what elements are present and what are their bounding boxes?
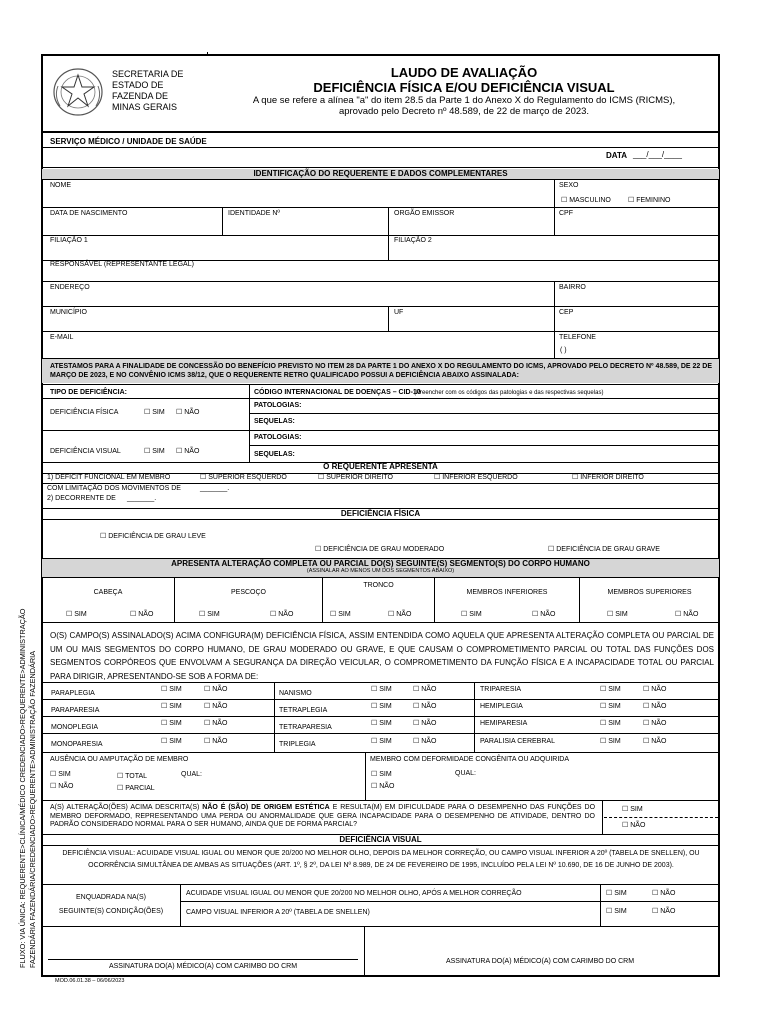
acuidade-sim-checkbox[interactable]: ☐ SIM: [606, 890, 627, 897]
coat-of-arms-icon: [50, 66, 106, 118]
visual-title: DEFICIÊNCIA VISUAL: [339, 835, 422, 844]
form-paralisia-cerebral: PARALISIA CEREBRAL: [480, 738, 555, 745]
orgao-field[interactable]: ORGÃO EMISSOR: [394, 210, 455, 217]
paraparesia-sim[interactable]: ☐ SIM: [161, 703, 182, 710]
congenita-qual-label: QUAL:: [455, 770, 477, 777]
service-label: SERVIÇO MÉDICO / UNIDADE DE SAÚDE: [50, 137, 207, 146]
visual-definition: DEFICIÊNCIA VISUAL: ACUIDADE VISUAL IGUAL OU MENOR QUE 20/200 NO MELHOR OLHO, DEPOIS DA MELHOR CORREÇÃO, OU CAMPO VISUAL INFERIOR A 20º (TABELA DE SNELLEN), OU OCORRÊNCIA SIMULTÂNEA DE AMBAS AS SITUAÇÕES (ART. 1º, § 2º, DA LEI Nº 8.989, DE 24 DE FEVEREIRO DE 1995, INCLUÍDO PELA LEI Nº 10.690, DE 16 DE JUNHO DE 2003).: [62, 850, 700, 869]
paraplegia-sim[interactable]: ☐ SIM: [161, 686, 182, 693]
tetraplegia-nao[interactable]: ☐ NÃO: [413, 703, 437, 710]
fisica-sim-checkbox[interactable]: ☐ SIM: [144, 409, 165, 416]
bairro-field[interactable]: BAIRRO: [559, 284, 586, 291]
legal-reference-1: A que se refere a alínea "a" do item 28.5 da Parte 1 do Anexo X do Regulamento do ICMS (RICMS),: [252, 95, 676, 106]
ausencia-sim-checkbox[interactable]: ☐ SIM: [50, 771, 71, 778]
identification-title: IDENTIFICAÇÃO DO REQUERENTE E DADOS COMPLEMENTARES: [253, 169, 508, 178]
form-triplegia: TRIPLEGIA: [279, 741, 316, 748]
municipio-field[interactable]: MUNICÍPIO: [50, 309, 87, 316]
form-monoparesia: MONOPARESIA: [51, 741, 103, 748]
signature-fisica: ASSINATURA DO(A) MÉDICO(A) COM CARIMBO DO CRM: [108, 963, 298, 970]
enquadrada-label-2: SEGUINTE(S) CONDIÇÃO(ÕES): [58, 908, 164, 915]
filiacao2-field[interactable]: FILIAÇÃO 2: [394, 237, 432, 244]
masculino-checkbox[interactable]: ☐ MASCULINO: [561, 197, 611, 204]
deficit-label: 1) DEFICIT FUNCIONAL EM MEMBRO: [47, 474, 171, 481]
campo-label: CAMPO VISUAL INFERIOR A 20º (TABELA DE SNELLEN): [186, 909, 370, 916]
form-paraplegia: PARAPLEGIA: [51, 690, 95, 697]
congenita-label: MEMBRO COM DEFORMIDADE CONGÊNITA OU ADQUIRIDA: [370, 756, 569, 763]
segment-membros-inferiores: MEMBROS INFERIORES: [466, 589, 548, 596]
aesthetic-sim-checkbox[interactable]: ☐ SIM: [622, 806, 643, 813]
ausencia-label: AUSÊNCIA OU AMPUTAÇÃO DE MEMBRO: [50, 756, 189, 763]
paralisia-sim[interactable]: ☐ SIM: [600, 738, 621, 745]
paraplegia-nao[interactable]: ☐ NÃO: [204, 686, 228, 693]
form-tetraplegia: TETRAPLEGIA: [279, 707, 328, 714]
form-paraparesia: PARAPARESIA: [51, 707, 100, 714]
triparesia-sim[interactable]: ☐ SIM: [600, 686, 621, 693]
form-nanismo: NANISMO: [279, 690, 312, 697]
segments-note: (ASSINALAR AO MENOS UM DOS SEGMENTOS ABAIXO): [306, 568, 455, 574]
enquadrada-label-1: ENQUADRADA NA(S): [75, 894, 146, 901]
paraparesia-nao[interactable]: ☐ NÃO: [204, 703, 228, 710]
tetraplegia-sim[interactable]: ☐ SIM: [371, 703, 392, 710]
segment-membros-superiores: MEMBROS SUPERIORES: [607, 589, 692, 596]
congenita-sim-checkbox[interactable]: ☐ SIM: [371, 771, 392, 778]
pescoco-sim-checkbox[interactable]: ☐ SIM: [199, 611, 220, 618]
superior-esquerdo-checkbox[interactable]: ☐ SUPERIOR ESQUERDO: [200, 474, 287, 481]
triplegia-nao[interactable]: ☐ NÃO: [413, 738, 437, 745]
signature-visual: ASSINATURA DO(A) MÉDICO(A) COM CARIMBO DO CRM: [445, 958, 635, 965]
hemiplegia-sim[interactable]: ☐ SIM: [600, 703, 621, 710]
sexo-label: SEXO: [559, 182, 579, 189]
form-monoplegia: MONOPLEGIA: [51, 724, 99, 731]
hemiparesia-nao[interactable]: ☐ NÃO: [643, 720, 667, 727]
legal-reference-2: aprovado pelo Decreto nº 48.589, de 22 de março de 2023.: [338, 106, 590, 117]
grau-leve-checkbox[interactable]: ☐ DEFICIÊNCIA DE GRAU LEVE: [100, 533, 206, 540]
fisica-label: DEFICIÊNCIA FÍSICA: [50, 409, 119, 416]
ausencia-nao-checkbox[interactable]: ☐ NÃO: [50, 783, 74, 790]
nanismo-nao[interactable]: ☐ NÃO: [413, 686, 437, 693]
inferior-esquerdo-checkbox[interactable]: ☐ INFERIOR ESQUERDO: [434, 474, 518, 481]
limitacao-label: COM LIMITAÇÃO DOS MOVIMENTOS DE: [47, 485, 181, 492]
superior-direito-checkbox[interactable]: ☐ SUPERIOR DIREITO: [318, 474, 393, 481]
tronco-nao-checkbox[interactable]: ☐ NÃO: [388, 611, 412, 618]
visual-patologias-field[interactable]: PATOLOGIAS:: [254, 434, 302, 441]
feminino-checkbox[interactable]: ☐ FEMININO: [628, 197, 671, 204]
agency-name: SECRETARIA DE ESTADO DE FAZENDA DE MINAS GERAIS: [112, 69, 184, 112]
email-field[interactable]: E-MAIL: [50, 334, 74, 341]
form-hemiplegia: HEMIPLEGIA: [480, 703, 523, 710]
ausencia-qual-label: QUAL:: [181, 771, 203, 778]
cid-note: (Preencher com os códigos das patologias e das respectivas sequelas): [414, 390, 604, 396]
visual-nao-checkbox[interactable]: ☐ NÃO: [176, 448, 200, 455]
doc-title: LAUDO DE AVALIAÇÃO: [390, 65, 538, 80]
endereco-field[interactable]: ENDEREÇO: [50, 284, 90, 291]
responsavel-field[interactable]: RESPONSÁVEL (REPRESENTANTE LEGAL): [50, 261, 194, 268]
fisica-nao-checkbox[interactable]: ☐ NÃO: [176, 409, 200, 416]
limitacao-blank[interactable]: _______.: [200, 485, 230, 492]
form-code: MOD.06.01.38 – 06/06/2023: [55, 978, 125, 984]
acuidade-label: ACUIDADE VISUAL IGUAL OU MENOR QUE 20/200 NO MELHOR OLHO, APÓS A MELHOR CORREÇÃO: [186, 890, 522, 897]
campo-nao-checkbox[interactable]: ☐ NÃO: [652, 908, 676, 915]
attest-statement: ATESTAMOS PARA A FINALIDADE DE CONCESSÃO DO BENEFÍCIO PREVISTO NO ITEM 28 DA PARTE 1 DO ANEXO X DO REGULAMENTO DO ICMS, APROVADO PELO DECRETO Nº 48.589, DE 22 DE MARÇO DE 2023, E NO CONVÊNIO ICMS 38/12, QUE O REQUERENTE RETRO QUALIFICADO POSSUI A DEFICIÊNCIA ABAIXO ASSINALADA:: [50, 363, 712, 379]
monoplegia-nao[interactable]: ☐ NÃO: [204, 720, 228, 727]
inferiores-sim-checkbox[interactable]: ☐ SIM: [461, 611, 482, 618]
date-field[interactable]: ___/___/____: [633, 150, 682, 159]
presents-title: O REQUERENTE APRESENTA: [323, 462, 438, 471]
segment-pescoco: PESCOÇO: [230, 589, 266, 596]
hemiparesia-sim[interactable]: ☐ SIM: [600, 720, 621, 727]
cabeca-sim-checkbox[interactable]: ☐ SIM: [66, 611, 87, 618]
inferior-direito-checkbox[interactable]: ☐ INFERIOR DIREITO: [572, 474, 644, 481]
ausencia-parcial-checkbox[interactable]: ☐ PARCIAL: [117, 785, 155, 792]
superiores-nao-checkbox[interactable]: ☐ NÃO: [675, 611, 699, 618]
decorrente-label: 2) DECORRENTE DE: [47, 495, 116, 502]
visual-label: DEFICIÊNCIA VISUAL: [50, 448, 121, 455]
filiacao1-field[interactable]: FILIAÇÃO 1: [50, 237, 88, 244]
campo-sim-checkbox[interactable]: ☐ SIM: [606, 908, 627, 915]
uf-field[interactable]: UF: [394, 309, 404, 316]
visual-sequelas-field[interactable]: SEQUELAS:: [254, 451, 295, 458]
grau-moderado-checkbox[interactable]: ☐ DEFICIÊNCIA DE GRAU MODERADO: [315, 546, 445, 553]
hemiplegia-nao[interactable]: ☐ NÃO: [643, 703, 667, 710]
segments-title: APRESENTA ALTERAÇÃO COMPLETA OU PARCIAL DO(S) SEGUINTE(S) SEGMENTO(S) DO CORPO HUMANO: [171, 559, 590, 568]
triparesia-nao[interactable]: ☐ NÃO: [643, 686, 667, 693]
form-triparesia: TRIPARESIA: [480, 686, 522, 693]
form-hemiparesia: HEMIPARESIA: [480, 720, 528, 727]
tetraparesia-nao[interactable]: ☐ NÃO: [413, 720, 437, 727]
monoparesia-nao[interactable]: ☐ NÃO: [204, 738, 228, 745]
form-tetraparesia: TETRAPARESIA: [279, 724, 332, 731]
pescoco-nao-checkbox[interactable]: ☐ NÃO: [270, 611, 294, 618]
monoparesia-sim[interactable]: ☐ SIM: [161, 738, 182, 745]
aesthetic-nao-checkbox[interactable]: ☐ NÃO: [622, 822, 646, 829]
segment-tronco: TRONCO: [363, 582, 394, 589]
visual-sim-checkbox[interactable]: ☐ SIM: [144, 448, 165, 455]
cid-label: CÓDIGO INTERNACIONAL DE DOENÇAS – CID-10: [254, 389, 421, 396]
fisica-sequelas-field[interactable]: SEQUELAS:: [254, 418, 295, 425]
nanismo-sim[interactable]: ☐ SIM: [371, 686, 392, 693]
paralisia-nao[interactable]: ☐ NÃO: [643, 738, 667, 745]
configura-paragraph: O(S) CAMPO(S) ASSINALADO(S) ACIMA CONFIGURA(M) DEFICIÊNCIA FÍSICA, ASSIM ENTENDIDA COMO AQUELA QUE APRESENTA ALTERAÇÃO COMPLETA OU PARCIAL DE UM OU MAIS SEGMENTOS DO CORPO HUMANO, DE GRAU MODERADO OU GRAVE, E QUE CAUSAM O COMPROMETIMENTO PARCIAL OU TOTAL DAS FUNÇÕES DOS SEGMENTOS CORPÓREOS QUE ENVOLVAM A SEGURANÇA DA DIREÇÃO VEICULAR, O COMPROMETIMENTO DA FUNÇÃO FÍSICA E A INCAPACIDADE TOTAL OU PARCIAL PARA DIRIGIR, APRESENTANDO-SE SOB A FORMA DE:: [50, 631, 714, 681]
grau-grave-checkbox[interactable]: ☐ DEFICIÊNCIA DE GRAU GRAVE: [548, 546, 660, 553]
telefone-field[interactable]: ( ): [560, 347, 567, 354]
acuidade-nao-checkbox[interactable]: ☐ NÃO: [652, 890, 676, 897]
ausencia-total-checkbox[interactable]: ☐ TOTAL: [117, 773, 148, 780]
cep-field[interactable]: CEP: [559, 309, 574, 316]
decorrente-blank[interactable]: _______.: [127, 495, 157, 502]
telefone-label: TELEFONE: [559, 334, 596, 341]
tipo-deficiencia-label: TIPO DE DEFICIÊNCIA:: [50, 389, 128, 396]
cpf-field[interactable]: CPF: [559, 210, 573, 217]
identidade-field[interactable]: IDENTIDADE Nº: [228, 210, 280, 217]
cabeca-nao-checkbox[interactable]: ☐ NÃO: [130, 611, 154, 618]
tetraparesia-sim[interactable]: ☐ SIM: [371, 720, 392, 727]
tronco-sim-checkbox[interactable]: ☐ SIM: [330, 611, 351, 618]
physical-title: DEFICIÊNCIA FÍSICA: [340, 509, 421, 518]
triplegia-sim[interactable]: ☐ SIM: [371, 738, 392, 745]
inferiores-nao-checkbox[interactable]: ☐ NÃO: [532, 611, 556, 618]
nascimento-field[interactable]: DATA DE NASCIMENTO: [50, 210, 128, 217]
superiores-sim-checkbox[interactable]: ☐ SIM: [607, 611, 628, 618]
nome-field[interactable]: NOME: [50, 182, 71, 189]
fisica-patologias-field[interactable]: PATOLOGIAS:: [254, 402, 302, 409]
doc-subtitle-title: DEFICIÊNCIA FÍSICA E/OU DEFICIÊNCIA VISUAL: [313, 80, 615, 95]
date-label: DATA: [606, 151, 628, 160]
monoplegia-sim[interactable]: ☐ SIM: [161, 720, 182, 727]
congenita-nao-checkbox[interactable]: ☐ NÃO: [371, 783, 395, 790]
flow-vertical-text: FLUXO: VIA ÚNICA: REQUERENTE>CLÍNICA/MÉDICO CREDENCIADO>REQUERENTE>ADMINISTRAÇÃO FAZENDÁRIA FAZENDÁRIA/CREDENCIADO>REQUERENTE>ADMINISTRAÇÃO FAZENDÁRIA: [18, 608, 37, 968]
segment-cabeca: CABEÇA: [93, 589, 123, 596]
aesthetic-question: A(S) ALTERAÇÃO(ÕES) ACIMA DESCRITA(S) NÃO É (SÃO) DE ORIGEM ESTÉTICA E RESULTA(M) EM DIFICULDADE PARA O DESEMPENHO DAS FUNÇÕES DO MEMBRO DEFORMADO, REPRESENTANDO UMA PERDA OU ANORMALIDADE QUE GERA INCAPACIDADE PARA O DESEMPENHO DE ATIVIDADE, DENTRO DO PADRÃO CONSIDERADO NORMAL PARA O SER HUMANO, AINDA QUE DE FORMA PARCIAL?: [50, 804, 596, 828]
